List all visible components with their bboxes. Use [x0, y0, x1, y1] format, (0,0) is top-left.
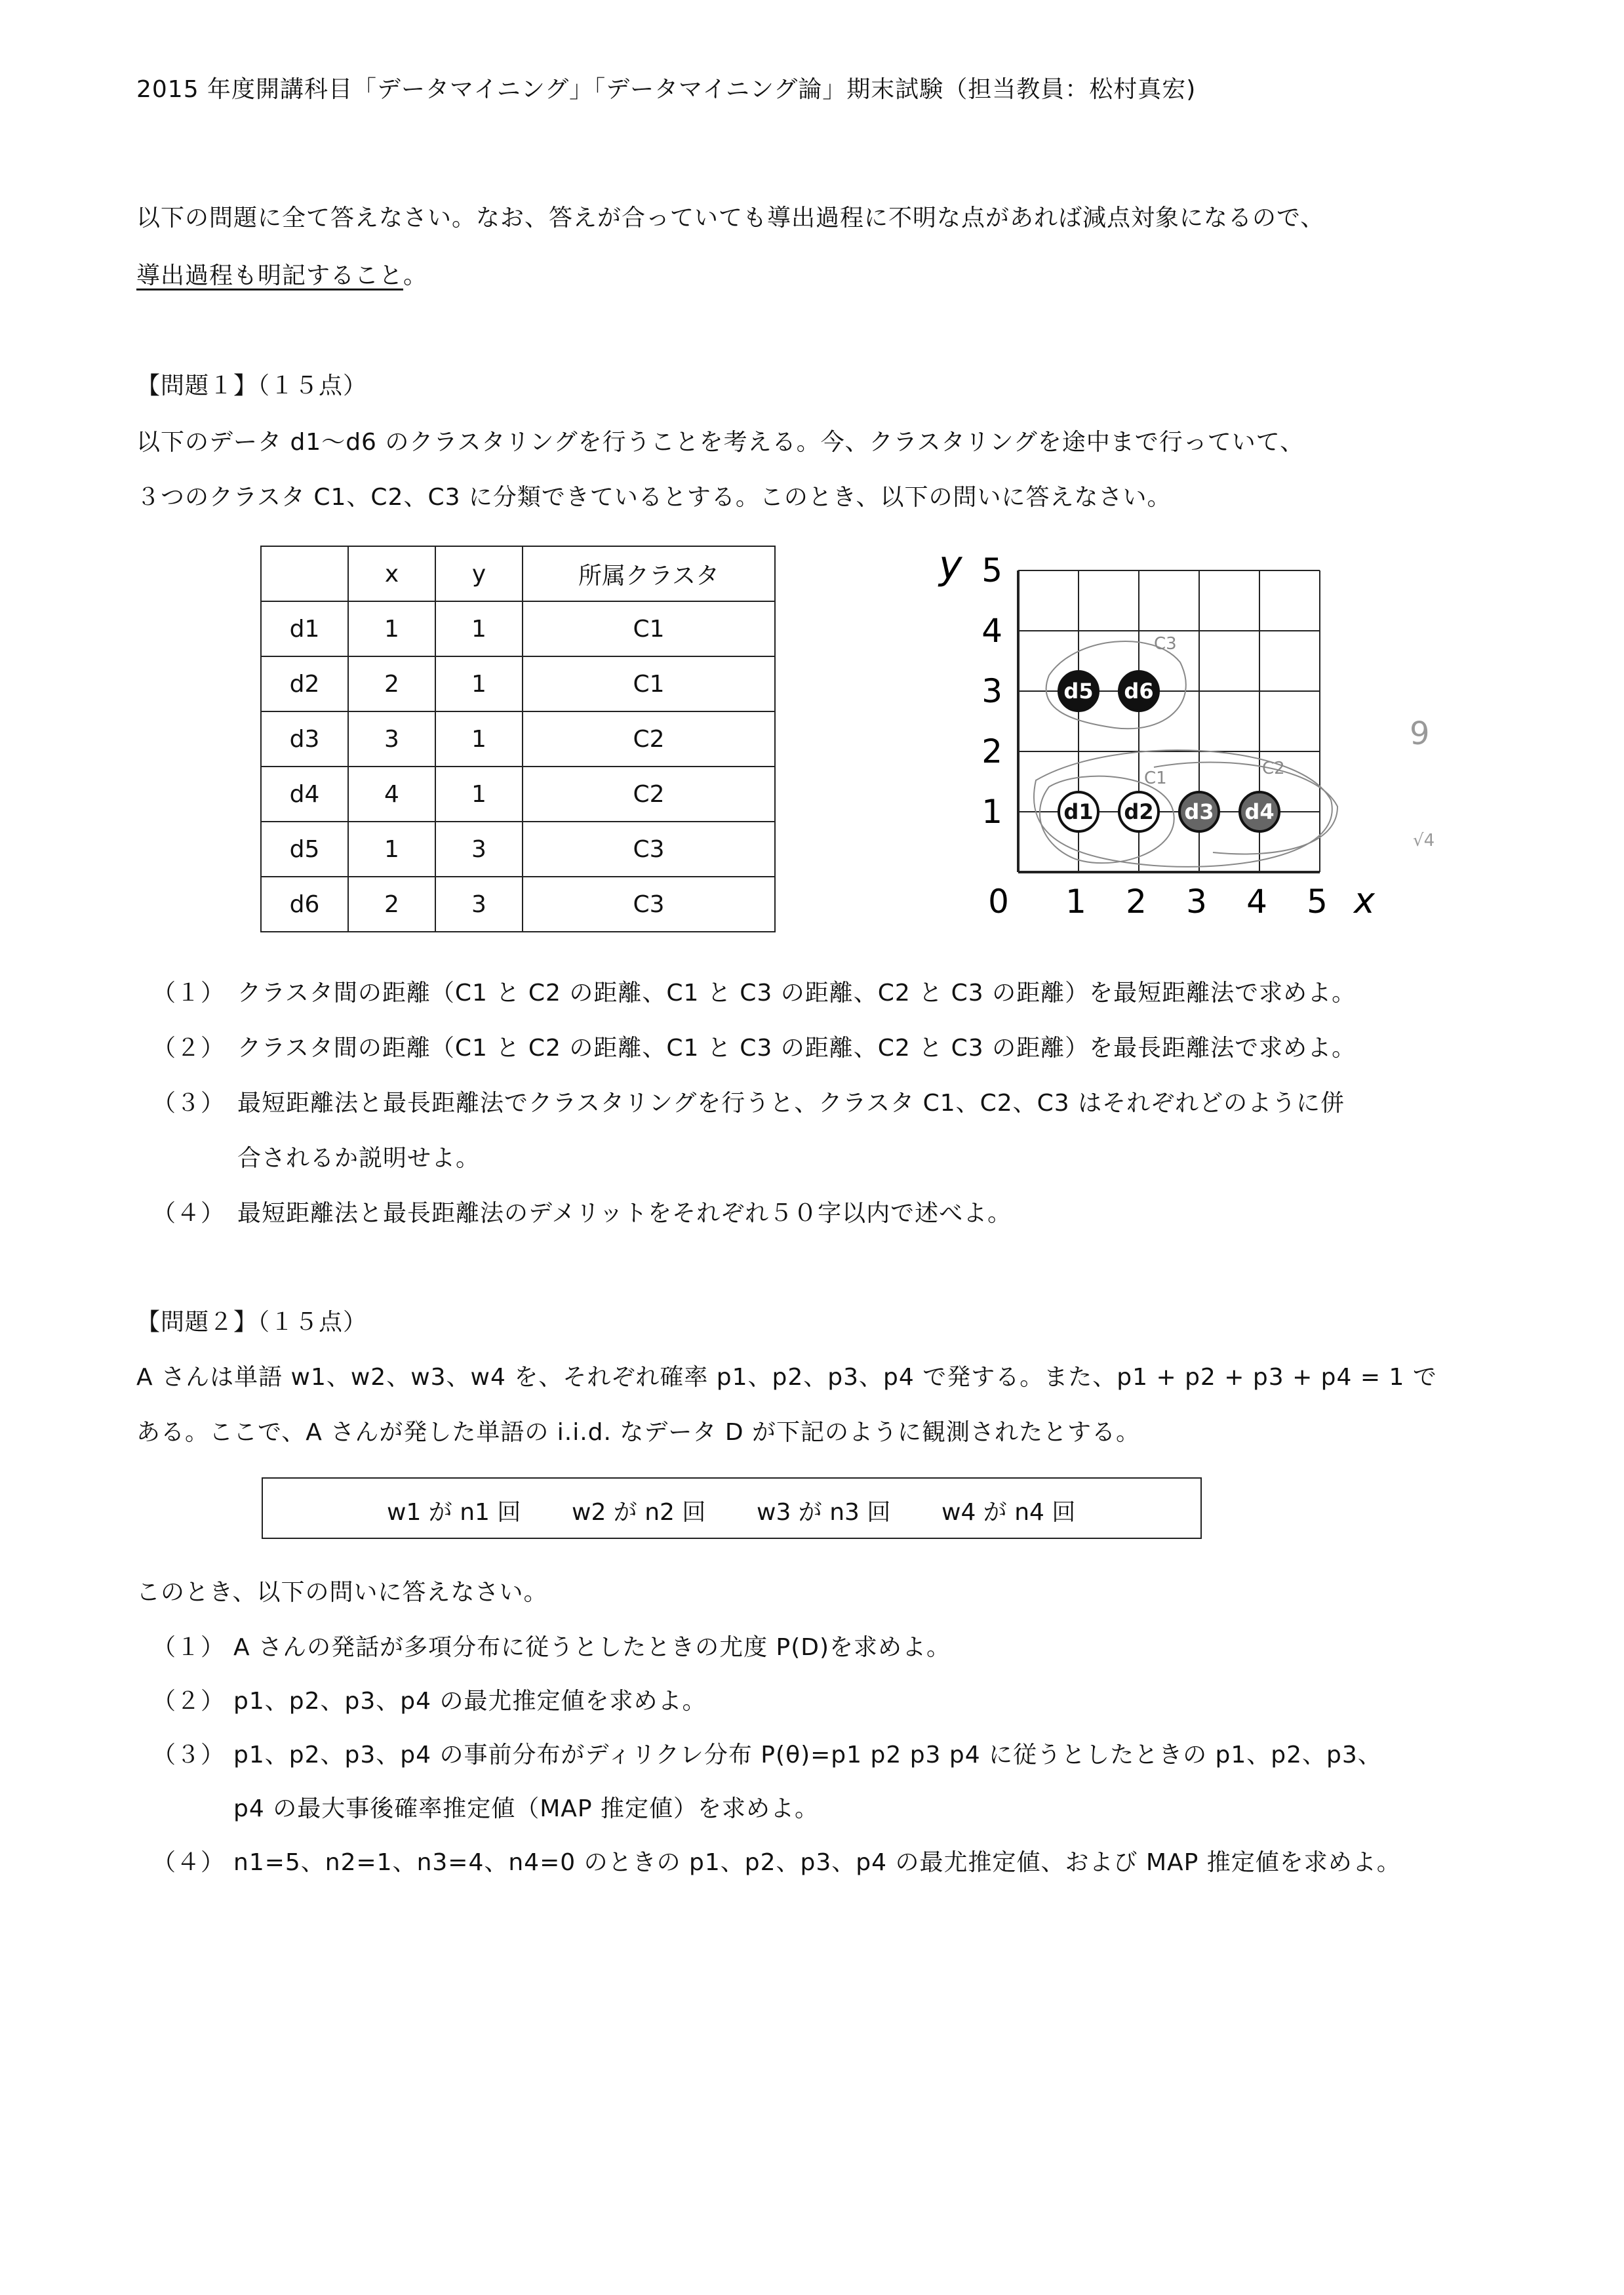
table-cell: C2 [523, 767, 775, 822]
q2-sub-num: （３） [152, 1742, 226, 1768]
margin-note-2: √4 [1413, 831, 1435, 850]
data-point-label: d2 [1124, 799, 1154, 824]
q1-sub-num: （３） [152, 1090, 226, 1117]
q1-sub-text-cont: 合されるか説明せよ。 [237, 1145, 481, 1172]
table-cell: C1 [523, 601, 775, 656]
x-tick-label: 2 [1126, 883, 1147, 921]
q1-sub-text: クラスタ間の距離（C1 と C2 の距離、C1 と C3 の距離、C2 と C3 の距離）を最長距離法で求めよ。 [237, 1035, 1357, 1062]
q2-sub-num: （４） [152, 1849, 226, 1876]
table-cell: d5 [261, 822, 348, 877]
table-cell: 1 [348, 601, 435, 656]
q2-sub-text: A さんの発話が多項分布に従うとしたときの尤度 P(D)を求めよ。 [233, 1634, 951, 1661]
table-cell: C2 [523, 711, 775, 767]
x-tick-label: 4 [1246, 883, 1267, 921]
q1-sub-text: クラスタ間の距離（C1 と C2 の距離、C1 と C3 の距離、C2 と C3 の距離）を最短距離法で求めよ。 [237, 980, 1357, 1007]
y-tick-label: 3 [981, 672, 1002, 710]
table-header-cell: x [348, 546, 435, 601]
q1-sub-text: 最短距離法と最長距離法でクラスタリングを行うと、クラスタ C1、C2、C3 はそれぞれどのように併 [237, 1090, 1345, 1117]
table-cell: d4 [261, 767, 348, 822]
q2-sub-text: p1、p2、p3、p4 の最尤推定値を求めよ。 [233, 1688, 707, 1715]
table-cell: C3 [523, 877, 775, 932]
table-cell: 1 [348, 822, 435, 877]
table-header-cell: 所属クラスタ [523, 546, 775, 601]
q2-sub-text: n1=5、n2=1、n3=4、n4=0 のときの p1、p2、p3、p4 の最尤推定値、および MAP 推定値を求めよ。 [233, 1849, 1401, 1876]
table-cell: 2 [348, 877, 435, 932]
table-cell: 1 [435, 601, 523, 656]
data-point-label: d5 [1063, 679, 1094, 704]
data-point-label: d3 [1184, 799, 1214, 824]
q2-prompt: このとき、以下の問いに答えなさい。 [136, 1579, 548, 1606]
q2-text-2: ある。ここで、A さんが発した単語の i.i.d. なデータ D が下記のように観測されたとする。 [136, 1419, 1141, 1446]
observation-item: w2 が n2 回 [572, 1499, 706, 1526]
table-header-cell: y [435, 546, 523, 601]
table-cell: 1 [435, 711, 523, 767]
q1-text-2: ３つのクラスタ C1、C2、C3 に分類できているとする。このとき、以下の問いに答えなさい。 [136, 484, 1172, 511]
observation-item: w3 が n3 回 [757, 1499, 891, 1526]
x-axis-label: x [1354, 880, 1375, 921]
q2-sub-num: （１） [152, 1634, 226, 1661]
y-tick-label: 1 [981, 793, 1002, 831]
table-cell: C3 [523, 822, 775, 877]
margin-note-1: 9 [1410, 715, 1430, 752]
table-cell: 1 [435, 767, 523, 822]
q1-heading: 【問題１】（１５点） [136, 372, 368, 399]
table-cell: d2 [261, 656, 348, 711]
table-cell: d3 [261, 711, 348, 767]
q2-sub-text-cont: p4 の最大事後確率推定値（MAP 推定値）を求めよ。 [233, 1795, 820, 1822]
x-tick-label: 1 [1065, 883, 1086, 921]
annotation-c2: C2 [1262, 759, 1285, 778]
table-cell: 1 [435, 656, 523, 711]
annotation-c3: C3 [1154, 634, 1177, 654]
q2-sub-text: p1、p2、p3、p4 の事前分布がディリクレ分布 P(θ)=p1 p2 p3 p4 に従うとしたときの p1、p2、p3、 [233, 1742, 1382, 1768]
table-cell: 4 [348, 767, 435, 822]
x-tick-label: 5 [1307, 883, 1328, 921]
intro-line-1: 以下の問題に全て答えなさい。なお、答えが合っていても導出過程に不明な点があれば減点対象になるので、 [136, 205, 1325, 231]
x-tick-label: 3 [1186, 883, 1207, 921]
q1-sub-num: （１） [152, 980, 226, 1007]
y-tick-label: 5 [981, 551, 1002, 589]
plot-grid [1018, 570, 1320, 872]
q1-sub-num: （４） [152, 1200, 226, 1227]
table-cell: 3 [435, 877, 523, 932]
data-point-label: d6 [1124, 679, 1154, 704]
exam-title: 2015 年度開講科目「データマイニング」「データマイニング論」期末試験（担当教員：松村真宏) [136, 76, 1197, 103]
intro-underlined-text: 導出過程も明記すること [136, 262, 404, 289]
table-cell: d1 [261, 601, 348, 656]
x-tick-label: 0 [988, 883, 1009, 921]
table-cell: 2 [348, 656, 435, 711]
intro-period: 。 [403, 262, 428, 289]
observation-item: w1 が n1 回 [387, 1499, 521, 1526]
q2-text-1: A さんは単語 w1、w2、w3、w4 を、それぞれ確率 p1、p2、p3、p4 で発する。また、p1 + p2 + p3 + p4 = 1 で [136, 1364, 1437, 1391]
q1-sub-text: 最短距離法と最長距離法のデメリットをそれぞれ５０字以内で述べよ。 [237, 1200, 1012, 1227]
data-point-label: d1 [1063, 799, 1094, 824]
annotation-c1: C1 [1144, 768, 1167, 788]
table-cell: 3 [348, 711, 435, 767]
data-point-label: d4 [1244, 799, 1275, 824]
observation-item: w4 が n4 回 [941, 1499, 1076, 1526]
q2-heading: 【問題２】（１５点） [136, 1309, 368, 1336]
y-axis-label: y [939, 542, 962, 588]
q1-text-1: 以下のデータ d1～d6 のクラスタリングを行うことを考える。今、クラスタリングを途中まで行っていて、 [136, 429, 1305, 456]
table-cell: C1 [523, 656, 775, 711]
y-tick-label: 4 [981, 612, 1002, 650]
q2-sub-num: （２） [152, 1688, 226, 1715]
y-tick-label: 2 [981, 732, 1002, 770]
q1-sub-num: （２） [152, 1035, 226, 1062]
table-cell: d6 [261, 877, 348, 932]
table-cell: 3 [435, 822, 523, 877]
